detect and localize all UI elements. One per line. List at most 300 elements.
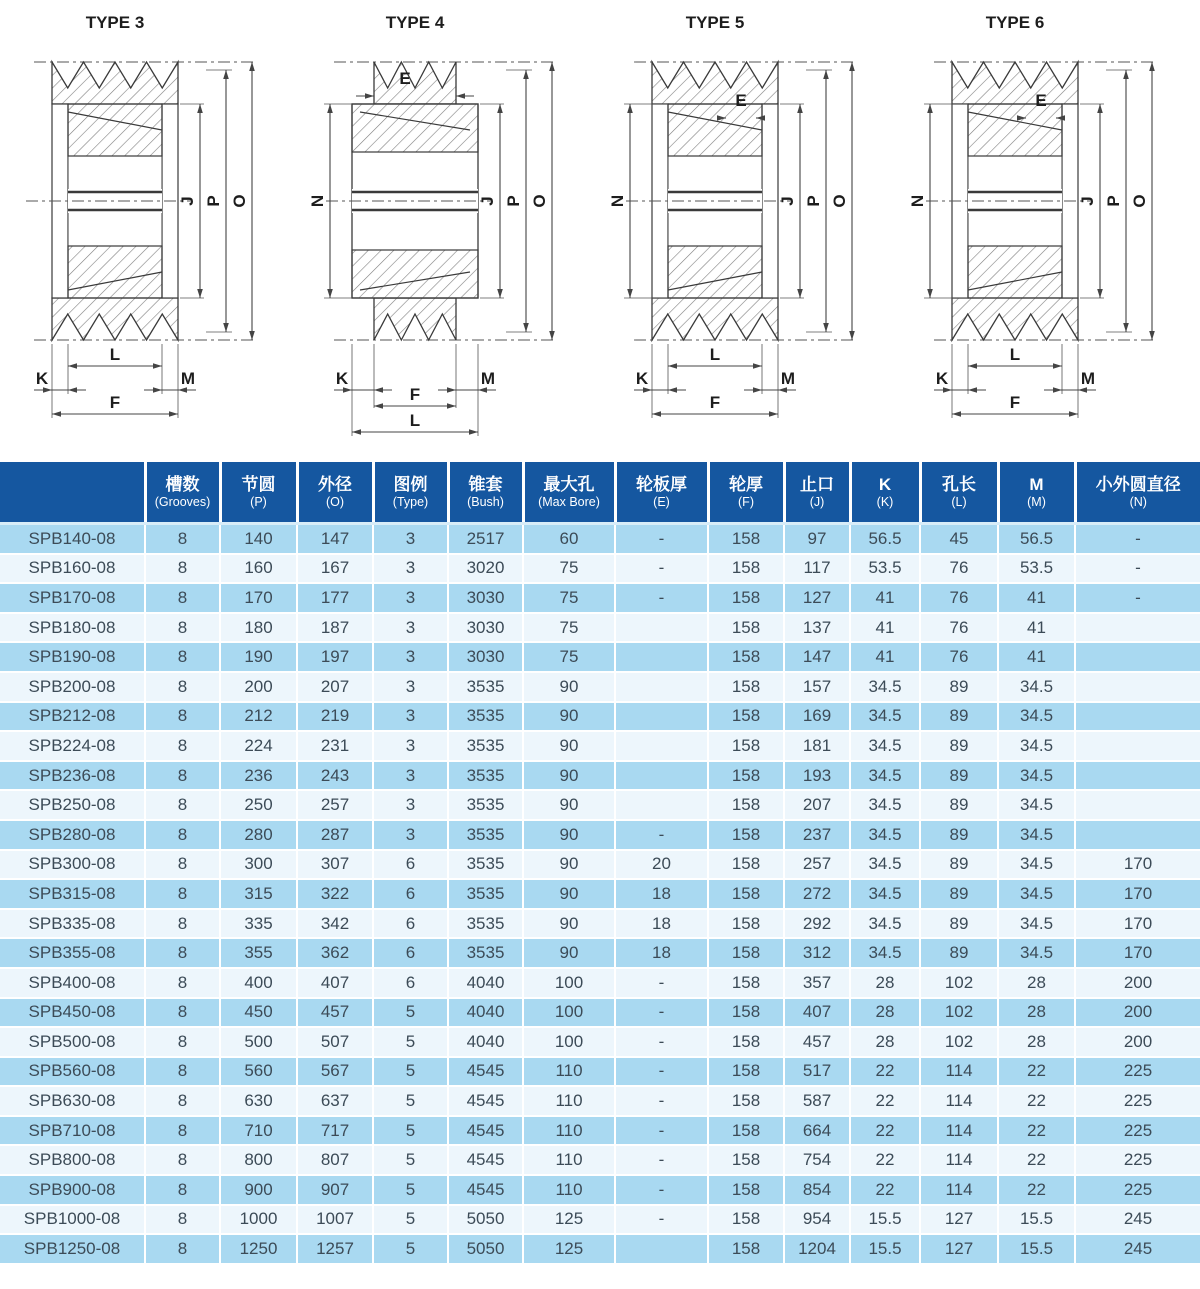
dimension-label-P: P bbox=[804, 195, 823, 207]
value-cell: 34.5 bbox=[998, 672, 1075, 702]
value-cell: 300 bbox=[220, 850, 297, 880]
value-cell: 8 bbox=[145, 1086, 220, 1116]
value-cell: 41 bbox=[850, 642, 920, 672]
value-cell: 8 bbox=[145, 1057, 220, 1087]
value-cell: - bbox=[1075, 524, 1200, 554]
value-cell: 158 bbox=[708, 1145, 784, 1175]
value-cell: 5 bbox=[373, 1027, 448, 1057]
value-cell: 312 bbox=[784, 938, 850, 968]
table-row bbox=[0, 938, 1200, 968]
value-cell: 3 bbox=[373, 731, 448, 761]
table-row bbox=[0, 761, 1200, 791]
value-cell: 8 bbox=[145, 790, 220, 820]
value-cell: 5 bbox=[373, 1175, 448, 1205]
type4-pulley-drawing bbox=[300, 0, 600, 460]
value-cell: 3535 bbox=[448, 938, 523, 968]
value-cell: 22 bbox=[850, 1145, 920, 1175]
model-cell: SPB400-08 bbox=[0, 968, 145, 998]
value-cell: 53.5 bbox=[850, 554, 920, 584]
value-cell: 89 bbox=[920, 761, 998, 791]
value-cell: 5 bbox=[373, 1234, 448, 1264]
value-cell: 200 bbox=[1075, 968, 1200, 998]
value-cell: 90 bbox=[523, 938, 615, 968]
value-cell: 28 bbox=[850, 968, 920, 998]
value-cell: 110 bbox=[523, 1057, 615, 1087]
value-cell: 1250 bbox=[220, 1234, 297, 1264]
value-cell: 56.5 bbox=[998, 524, 1075, 554]
dimension-label-J: J bbox=[1078, 196, 1097, 206]
value-cell: 250 bbox=[220, 790, 297, 820]
value-cell: 75 bbox=[523, 613, 615, 643]
value-cell: 158 bbox=[708, 761, 784, 791]
value-cell: 158 bbox=[708, 1175, 784, 1205]
table-row bbox=[0, 790, 1200, 820]
value-cell: 231 bbox=[297, 731, 373, 761]
value-cell: 15.5 bbox=[850, 1205, 920, 1235]
table-row bbox=[0, 879, 1200, 909]
dimension-label-P: P bbox=[204, 195, 223, 207]
value-cell: 854 bbox=[784, 1175, 850, 1205]
column-header-n: 小外圆直径 (N) bbox=[1075, 462, 1200, 524]
value-cell: 28 bbox=[850, 998, 920, 1028]
value-cell: 3 bbox=[373, 761, 448, 791]
value-cell: 170 bbox=[220, 583, 297, 613]
dimension-label-M: M bbox=[180, 369, 196, 388]
value-cell: 243 bbox=[297, 761, 373, 791]
value-cell: 292 bbox=[784, 909, 850, 939]
value-cell: 3 bbox=[373, 583, 448, 613]
value-cell: 34.5 bbox=[850, 850, 920, 880]
value-cell: 8 bbox=[145, 1027, 220, 1057]
value-cell: 717 bbox=[297, 1116, 373, 1146]
value-cell: 117 bbox=[784, 554, 850, 584]
value-cell: 8 bbox=[145, 1205, 220, 1235]
value-cell: 507 bbox=[297, 1027, 373, 1057]
drawing-type5 bbox=[600, 0, 900, 460]
value-cell: 90 bbox=[523, 850, 615, 880]
model-cell: SPB560-08 bbox=[0, 1057, 145, 1087]
value-cell: 8 bbox=[145, 672, 220, 702]
value-cell: 76 bbox=[920, 583, 998, 613]
value-cell: 127 bbox=[920, 1205, 998, 1235]
value-cell: 8 bbox=[145, 1175, 220, 1205]
column-header-m: M (M) bbox=[998, 462, 1075, 524]
value-cell: 1204 bbox=[784, 1234, 850, 1264]
value-cell: 4040 bbox=[448, 968, 523, 998]
value-cell: 89 bbox=[920, 790, 998, 820]
column-header-grooves: 槽数 (Grooves) bbox=[145, 462, 220, 524]
type3-pulley-drawing bbox=[0, 0, 300, 460]
value-cell: - bbox=[615, 583, 708, 613]
value-cell: 187 bbox=[297, 613, 373, 643]
column-header-bush: 锥套 (Bush) bbox=[448, 462, 523, 524]
value-cell: 90 bbox=[523, 790, 615, 820]
value-cell: 41 bbox=[998, 642, 1075, 672]
value-cell: 280 bbox=[220, 820, 297, 850]
value-cell: 257 bbox=[784, 850, 850, 880]
value-cell: 90 bbox=[523, 731, 615, 761]
model-cell: SPB1000-08 bbox=[0, 1205, 145, 1235]
model-cell: SPB630-08 bbox=[0, 1086, 145, 1116]
value-cell: 75 bbox=[523, 554, 615, 584]
value-cell: 225 bbox=[1075, 1057, 1200, 1087]
value-cell bbox=[615, 613, 708, 643]
value-cell: 15.5 bbox=[998, 1234, 1075, 1264]
dimension-label-O: O bbox=[530, 194, 549, 208]
value-cell: 3535 bbox=[448, 761, 523, 791]
value-cell: 8 bbox=[145, 554, 220, 584]
value-cell: 89 bbox=[920, 672, 998, 702]
value-cell bbox=[615, 702, 708, 732]
value-cell: 56.5 bbox=[850, 524, 920, 554]
value-cell: 34.5 bbox=[998, 761, 1075, 791]
value-cell: - bbox=[615, 554, 708, 584]
value-cell: 100 bbox=[523, 968, 615, 998]
value-cell bbox=[1075, 820, 1200, 850]
value-cell: 20 bbox=[615, 850, 708, 880]
value-cell: 6 bbox=[373, 909, 448, 939]
value-cell: - bbox=[615, 1145, 708, 1175]
value-cell: 90 bbox=[523, 672, 615, 702]
model-cell: SPB170-08 bbox=[0, 583, 145, 613]
value-cell: 219 bbox=[297, 702, 373, 732]
value-cell: 75 bbox=[523, 583, 615, 613]
dimension-label-E: E bbox=[399, 69, 411, 88]
dimension-label-K: K bbox=[635, 369, 649, 388]
table-row bbox=[0, 1145, 1200, 1175]
pulley-cross-section bbox=[26, 13, 256, 418]
value-cell: 75 bbox=[523, 642, 615, 672]
table-row bbox=[0, 1027, 1200, 1057]
value-cell: 127 bbox=[784, 583, 850, 613]
drawing-type3 bbox=[0, 0, 300, 460]
technical-drawings bbox=[0, 0, 1200, 460]
model-cell: SPB280-08 bbox=[0, 820, 145, 850]
dimension-label-P: P bbox=[504, 195, 523, 207]
value-cell: 8 bbox=[145, 909, 220, 939]
model-cell: SPB450-08 bbox=[0, 998, 145, 1028]
value-cell: 8 bbox=[145, 761, 220, 791]
value-cell: 34.5 bbox=[998, 820, 1075, 850]
value-cell: 207 bbox=[297, 672, 373, 702]
value-cell: 158 bbox=[708, 1086, 784, 1116]
value-cell: 18 bbox=[615, 938, 708, 968]
dimension-label-J: J bbox=[478, 196, 497, 206]
value-cell: 8 bbox=[145, 879, 220, 909]
value-cell: 8 bbox=[145, 731, 220, 761]
value-cell: 357 bbox=[784, 968, 850, 998]
model-cell: SPB160-08 bbox=[0, 554, 145, 584]
value-cell: 34.5 bbox=[850, 731, 920, 761]
dimension-label-N: N bbox=[308, 194, 327, 208]
table-row bbox=[0, 850, 1200, 880]
value-cell: 457 bbox=[784, 1027, 850, 1057]
value-cell: 100 bbox=[523, 998, 615, 1028]
value-cell: 76 bbox=[920, 554, 998, 584]
value-cell: 158 bbox=[708, 1027, 784, 1057]
value-cell: 158 bbox=[708, 524, 784, 554]
value-cell: 170 bbox=[1075, 879, 1200, 909]
value-cell: 158 bbox=[708, 938, 784, 968]
value-cell: 5 bbox=[373, 1086, 448, 1116]
value-cell: 664 bbox=[784, 1116, 850, 1146]
value-cell: 193 bbox=[784, 761, 850, 791]
value-cell: 8 bbox=[145, 968, 220, 998]
model-cell: SPB140-08 bbox=[0, 524, 145, 554]
value-cell: 5 bbox=[373, 998, 448, 1028]
pulley-cross-section bbox=[908, 13, 1156, 418]
value-cell: 225 bbox=[1075, 1145, 1200, 1175]
value-cell: 754 bbox=[784, 1145, 850, 1175]
model-cell: SPB800-08 bbox=[0, 1145, 145, 1175]
column-header-o: 外径 (O) bbox=[297, 462, 373, 524]
value-cell: 3535 bbox=[448, 909, 523, 939]
value-cell: 28 bbox=[998, 1027, 1075, 1057]
value-cell: 158 bbox=[708, 731, 784, 761]
value-cell: 157 bbox=[784, 672, 850, 702]
value-cell bbox=[1075, 702, 1200, 732]
value-cell bbox=[615, 790, 708, 820]
spec-table bbox=[0, 462, 1200, 1265]
value-cell: 158 bbox=[708, 968, 784, 998]
value-cell: 225 bbox=[1075, 1116, 1200, 1146]
value-cell: 41 bbox=[998, 613, 1075, 643]
model-cell: SPB335-08 bbox=[0, 909, 145, 939]
value-cell: 15.5 bbox=[998, 1205, 1075, 1235]
dimension-label-O: O bbox=[1130, 194, 1149, 208]
drawing-type4 bbox=[300, 0, 600, 460]
value-cell: 5 bbox=[373, 1057, 448, 1087]
value-cell: 8 bbox=[145, 850, 220, 880]
value-cell: 90 bbox=[523, 909, 615, 939]
model-cell: SPB250-08 bbox=[0, 790, 145, 820]
value-cell: 800 bbox=[220, 1145, 297, 1175]
dimension-label-L: L bbox=[1009, 345, 1021, 364]
value-cell: 89 bbox=[920, 702, 998, 732]
value-cell: 41 bbox=[998, 583, 1075, 613]
value-cell: 3535 bbox=[448, 820, 523, 850]
value-cell: 177 bbox=[297, 583, 373, 613]
dimension-label-K: K bbox=[935, 369, 949, 388]
value-cell: 3535 bbox=[448, 672, 523, 702]
value-cell bbox=[615, 642, 708, 672]
value-cell: 158 bbox=[708, 820, 784, 850]
value-cell: 34.5 bbox=[850, 820, 920, 850]
value-cell: 5050 bbox=[448, 1234, 523, 1264]
value-cell: 5 bbox=[373, 1205, 448, 1235]
value-cell: 114 bbox=[920, 1116, 998, 1146]
value-cell: 158 bbox=[708, 998, 784, 1028]
value-cell: 5050 bbox=[448, 1205, 523, 1235]
value-cell: 34.5 bbox=[998, 731, 1075, 761]
value-cell: 8 bbox=[145, 820, 220, 850]
value-cell: 4545 bbox=[448, 1116, 523, 1146]
value-cell: - bbox=[615, 1027, 708, 1057]
table-row bbox=[0, 672, 1200, 702]
value-cell: 8 bbox=[145, 938, 220, 968]
value-cell: 407 bbox=[784, 998, 850, 1028]
value-cell: 8 bbox=[145, 583, 220, 613]
value-cell: 6 bbox=[373, 879, 448, 909]
value-cell: 335 bbox=[220, 909, 297, 939]
model-cell: SPB315-08 bbox=[0, 879, 145, 909]
value-cell: 22 bbox=[850, 1175, 920, 1205]
value-cell bbox=[1075, 790, 1200, 820]
value-cell: 34.5 bbox=[850, 879, 920, 909]
value-cell: 3 bbox=[373, 820, 448, 850]
value-cell: 1007 bbox=[297, 1205, 373, 1235]
value-cell: 212 bbox=[220, 702, 297, 732]
value-cell: 3535 bbox=[448, 790, 523, 820]
value-cell: 3 bbox=[373, 672, 448, 702]
value-cell: 3 bbox=[373, 790, 448, 820]
value-cell: 3 bbox=[373, 642, 448, 672]
table-row bbox=[0, 1116, 1200, 1146]
type6-pulley-drawing bbox=[900, 0, 1200, 460]
model-cell: SPB180-08 bbox=[0, 613, 145, 643]
column-header-type: 图例 (Type) bbox=[373, 462, 448, 524]
value-cell: - bbox=[615, 524, 708, 554]
value-cell: 34.5 bbox=[850, 761, 920, 791]
value-cell: 407 bbox=[297, 968, 373, 998]
value-cell: 22 bbox=[850, 1057, 920, 1087]
column-header-p: 节圆 (P) bbox=[220, 462, 297, 524]
value-cell: 3 bbox=[373, 554, 448, 584]
dimension-label-L: L bbox=[409, 411, 421, 430]
model-cell: SPB900-08 bbox=[0, 1175, 145, 1205]
value-cell bbox=[1075, 642, 1200, 672]
table-row bbox=[0, 968, 1200, 998]
value-cell bbox=[615, 672, 708, 702]
value-cell: 22 bbox=[998, 1175, 1075, 1205]
column-header-model bbox=[0, 462, 145, 524]
value-cell: 169 bbox=[784, 702, 850, 732]
value-cell: 400 bbox=[220, 968, 297, 998]
value-cell: 28 bbox=[998, 998, 1075, 1028]
value-cell: 158 bbox=[708, 1234, 784, 1264]
value-cell: 190 bbox=[220, 642, 297, 672]
value-cell: 127 bbox=[920, 1234, 998, 1264]
model-cell: SPB212-08 bbox=[0, 702, 145, 732]
model-cell: SPB355-08 bbox=[0, 938, 145, 968]
value-cell: 3 bbox=[373, 524, 448, 554]
value-cell: 3 bbox=[373, 613, 448, 643]
dimension-label-O: O bbox=[230, 194, 249, 208]
value-cell: 110 bbox=[523, 1116, 615, 1146]
value-cell: 560 bbox=[220, 1057, 297, 1087]
dimension-label-F: F bbox=[409, 385, 421, 404]
value-cell: 567 bbox=[297, 1057, 373, 1087]
value-cell: 3030 bbox=[448, 642, 523, 672]
value-cell: 22 bbox=[998, 1057, 1075, 1087]
value-cell: 158 bbox=[708, 1116, 784, 1146]
drawing-title: TYPE 3 bbox=[85, 13, 145, 32]
dimension-label-K: K bbox=[335, 369, 349, 388]
value-cell: 110 bbox=[523, 1086, 615, 1116]
value-cell: 158 bbox=[708, 1057, 784, 1087]
value-cell: 362 bbox=[297, 938, 373, 968]
value-cell: 125 bbox=[523, 1234, 615, 1264]
value-cell: 22 bbox=[850, 1086, 920, 1116]
value-cell: 34.5 bbox=[850, 909, 920, 939]
pulley-cross-section bbox=[608, 13, 856, 418]
value-cell: 5 bbox=[373, 1116, 448, 1146]
value-cell: 287 bbox=[297, 820, 373, 850]
value-cell: 207 bbox=[784, 790, 850, 820]
value-cell: 4040 bbox=[448, 1027, 523, 1057]
value-cell: 4545 bbox=[448, 1057, 523, 1087]
value-cell: 158 bbox=[708, 790, 784, 820]
value-cell: 355 bbox=[220, 938, 297, 968]
value-cell: 181 bbox=[784, 731, 850, 761]
value-cell: 89 bbox=[920, 909, 998, 939]
model-cell: SPB200-08 bbox=[0, 672, 145, 702]
value-cell: 6 bbox=[373, 968, 448, 998]
value-cell: 110 bbox=[523, 1175, 615, 1205]
model-cell: SPB1250-08 bbox=[0, 1234, 145, 1264]
value-cell: - bbox=[615, 1086, 708, 1116]
dimension-label-M: M bbox=[480, 369, 496, 388]
table-row bbox=[0, 731, 1200, 761]
value-cell: 237 bbox=[784, 820, 850, 850]
value-cell: 307 bbox=[297, 850, 373, 880]
value-cell: 4545 bbox=[448, 1086, 523, 1116]
value-cell: 225 bbox=[1075, 1175, 1200, 1205]
value-cell: 89 bbox=[920, 879, 998, 909]
value-cell: 114 bbox=[920, 1145, 998, 1175]
value-cell: 158 bbox=[708, 642, 784, 672]
value-cell: 100 bbox=[523, 1027, 615, 1057]
value-cell bbox=[615, 731, 708, 761]
value-cell: 125 bbox=[523, 1205, 615, 1235]
value-cell: 630 bbox=[220, 1086, 297, 1116]
dimension-label-M: M bbox=[780, 369, 796, 388]
value-cell: 34.5 bbox=[850, 702, 920, 732]
dimension-label-E: E bbox=[1035, 91, 1047, 110]
value-cell: 158 bbox=[708, 583, 784, 613]
value-cell: 158 bbox=[708, 613, 784, 643]
value-cell: 170 bbox=[1075, 850, 1200, 880]
value-cell: 8 bbox=[145, 1116, 220, 1146]
value-cell: 89 bbox=[920, 820, 998, 850]
value-cell: 110 bbox=[523, 1145, 615, 1175]
value-cell: 807 bbox=[297, 1145, 373, 1175]
column-header-l: 孔长 (L) bbox=[920, 462, 998, 524]
column-header-f: 轮厚 (F) bbox=[708, 462, 784, 524]
value-cell: 224 bbox=[220, 731, 297, 761]
model-cell: SPB236-08 bbox=[0, 761, 145, 791]
value-cell bbox=[1075, 613, 1200, 643]
table-row bbox=[0, 1057, 1200, 1087]
value-cell: 76 bbox=[920, 613, 998, 643]
value-cell: 8 bbox=[145, 524, 220, 554]
column-header-e: 轮板厚 (E) bbox=[615, 462, 708, 524]
dimension-label-J: J bbox=[178, 196, 197, 206]
value-cell: 315 bbox=[220, 879, 297, 909]
value-cell: 41 bbox=[850, 613, 920, 643]
value-cell: 3030 bbox=[448, 613, 523, 643]
value-cell: 200 bbox=[1075, 998, 1200, 1028]
dimension-label-E: E bbox=[735, 91, 747, 110]
value-cell: 22 bbox=[850, 1116, 920, 1146]
value-cell: 8 bbox=[145, 1234, 220, 1264]
model-cell: SPB190-08 bbox=[0, 642, 145, 672]
value-cell: - bbox=[1075, 554, 1200, 584]
value-cell: 34.5 bbox=[998, 879, 1075, 909]
table-row bbox=[0, 1086, 1200, 1116]
model-cell: SPB300-08 bbox=[0, 850, 145, 880]
value-cell: 8 bbox=[145, 642, 220, 672]
